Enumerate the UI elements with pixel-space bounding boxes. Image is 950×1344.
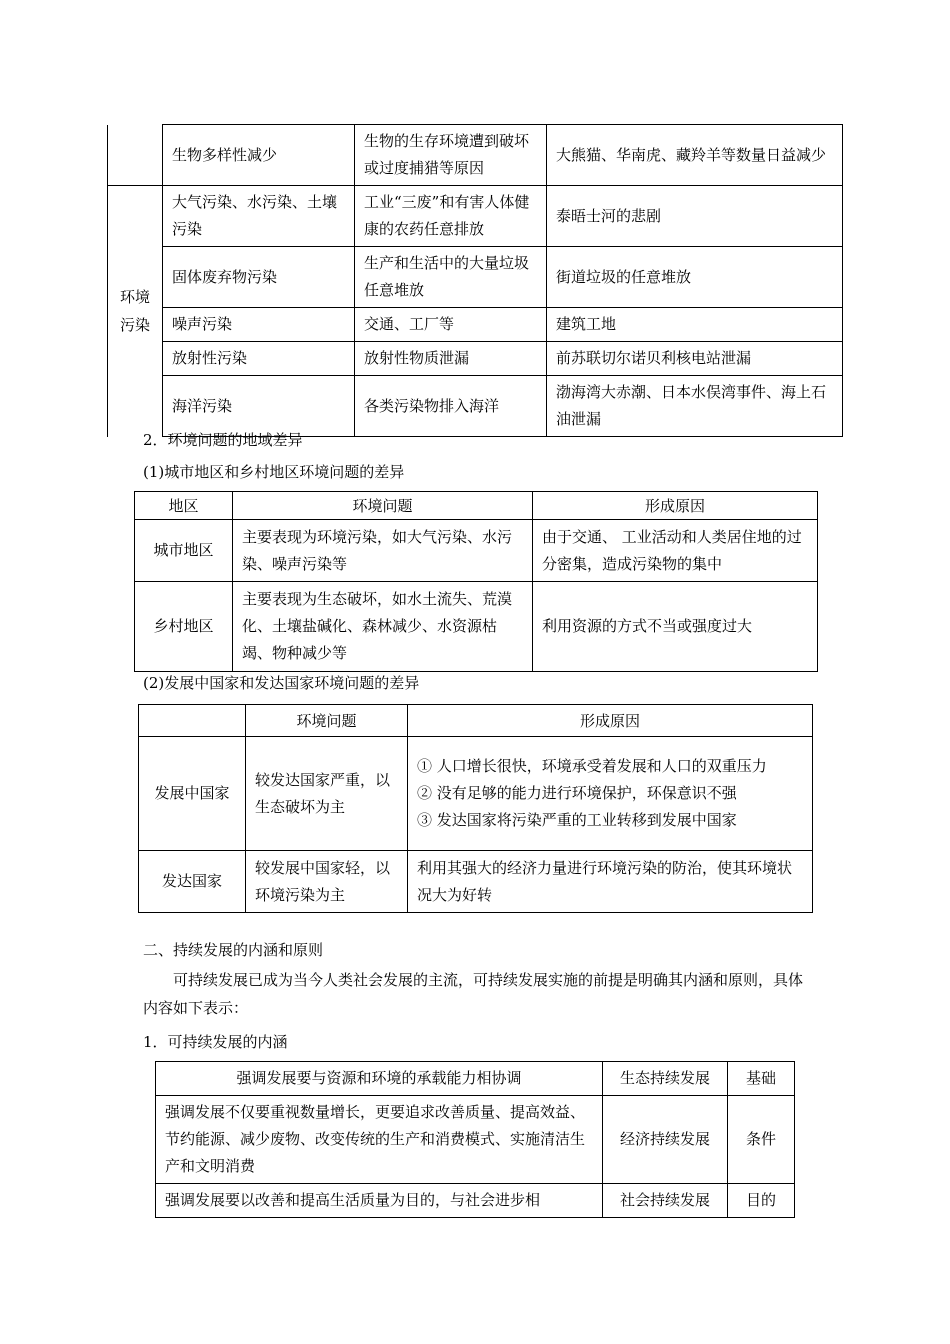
part-heading: 二、持续发展的内涵和原则 — [143, 941, 324, 959]
problem-cell: 主要表现为生态破坏，如水土流失、荒漠化、土壤盐碱化、森林减少、水资源枯竭、物种减少等 — [233, 582, 533, 672]
example-cell: 街道垃圾的任意堆放 — [547, 247, 843, 308]
column-header: 地区 — [135, 492, 233, 520]
table-header-row — [135, 492, 818, 520]
table-header-row — [139, 705, 813, 737]
kind-cell: 社会持续发展 — [603, 1184, 728, 1218]
table-row — [156, 1184, 795, 1218]
desc-cell: 强调发展要以改善和提高生活质量为目的，与社会进步相 — [156, 1184, 603, 1218]
table-row — [108, 186, 843, 247]
example-cell: 渤海湾大赤潮、日本水俣湾事件、海上石油泄漏 — [547, 376, 843, 437]
table-row — [108, 342, 843, 376]
role-cell: 条件 — [728, 1096, 795, 1184]
sustainable-development-table — [155, 1061, 795, 1218]
cause-item: 利用其强大的经济力量进行环境污染的防治，使其环境状况大为好转 — [417, 858, 793, 904]
example-cell: 大熊猫、华南虎、藏羚羊等数量日益减少 — [547, 125, 843, 186]
kind-cell: 经济持续发展 — [603, 1096, 728, 1184]
table-row — [135, 520, 818, 582]
urban-rural-table — [134, 491, 818, 672]
sub-heading: (2)发展中国家和发达国家环境问题的差异 — [143, 674, 420, 692]
table-row — [108, 247, 843, 308]
cause-item: ② 没有足够的能力进行环境保护，环保意识不强 — [417, 784, 737, 802]
cause-cell — [408, 851, 813, 913]
problem-cell: 主要表现为环境污染，如大气污染、水污染、噪声污染等 — [233, 520, 533, 582]
region-cell: 乡村地区 — [135, 582, 233, 672]
table-row — [108, 308, 843, 342]
country-cell: 发达国家 — [139, 851, 246, 913]
column-header: 形成原因 — [408, 705, 813, 737]
column-header: 环境问题 — [246, 705, 408, 737]
sub-heading: (1)城市地区和乡村地区环境问题的差异 — [143, 463, 405, 481]
cause-cell: 各类污染物排入海洋 — [355, 376, 547, 437]
table-row — [135, 582, 818, 672]
role-cell: 基础 — [728, 1062, 795, 1096]
cause-cell — [408, 737, 813, 851]
type-cell: 固体废弃物污染 — [163, 247, 355, 308]
type-cell: 生物多样性减少 — [163, 125, 355, 186]
example-cell: 建筑工地 — [547, 308, 843, 342]
group-cell — [108, 125, 163, 186]
example-cell: 泰晤士河的悲剧 — [547, 186, 843, 247]
environment-problem-table — [107, 124, 843, 437]
cause-item: ① 人口增长很快，环境承受着发展和人口的双重压力 — [417, 757, 767, 775]
section-heading: 1．可持续发展的内涵 — [143, 1033, 288, 1051]
developing-developed-table — [138, 704, 813, 913]
table-row — [156, 1062, 795, 1096]
type-cell: 噪声污染 — [163, 308, 355, 342]
column-header: 形成原因 — [533, 492, 818, 520]
section-heading: 2．环境问题的地域差异 — [143, 431, 303, 449]
cause-cell: 放射性物质泄漏 — [355, 342, 547, 376]
example-cell: 前苏联切尔诺贝利核电站泄漏 — [547, 342, 843, 376]
region-cell: 城市地区 — [135, 520, 233, 582]
cause-cell: 工业“三废”和有害人体健康的农药任意排放 — [355, 186, 547, 247]
problem-cell: 较发达国家严重，以生态破坏为主 — [246, 737, 408, 851]
cause-cell: 生产和生活中的大量垃圾任意堆放 — [355, 247, 547, 308]
cause-item: ③ 发达国家将污染严重的工业转移到发展中国家 — [417, 811, 737, 829]
role-cell: 目的 — [728, 1184, 795, 1218]
cause-cell: 交通、工厂等 — [355, 308, 547, 342]
kind-cell: 生态持续发展 — [603, 1062, 728, 1096]
intro-paragraph: 可持续发展已成为当今人类社会发展的主流，可持续发展实施的前提是明确其内涵和原则，具体内容如下表示： — [143, 971, 804, 1017]
cause-cell: 由于交通、 工业活动和人类居住地的过分密集，造成污染物的集中 — [533, 520, 818, 582]
column-header — [139, 705, 246, 737]
column-header: 环境问题 — [233, 492, 533, 520]
table-row — [108, 125, 843, 186]
problem-cell: 较发展中国家轻，以环境污染为主 — [246, 851, 408, 913]
table-row — [139, 851, 813, 913]
cause-cell: 生物的生存环境遭到破坏或过度捕猎等原因 — [355, 125, 547, 186]
type-cell: 放射性污染 — [163, 342, 355, 376]
type-cell: 海洋污染 — [163, 376, 355, 437]
group-cell: 环境污染 — [108, 186, 163, 437]
desc-cell: 强调发展要与资源和环境的承载能力相协调 — [156, 1062, 603, 1096]
cause-cell: 利用资源的方式不当或强度过大 — [533, 582, 818, 672]
type-cell: 大气污染、水污染、土壤污染 — [163, 186, 355, 247]
table-row — [139, 737, 813, 851]
country-cell: 发展中国家 — [139, 737, 246, 851]
desc-cell: 强调发展不仅要重视数量增长，更要追求改善质量、提高效益、节约能源、减少废物、改变传统的生产和消费模式、实施清洁生产和文明消费 — [156, 1096, 603, 1184]
table-row — [156, 1096, 795, 1184]
